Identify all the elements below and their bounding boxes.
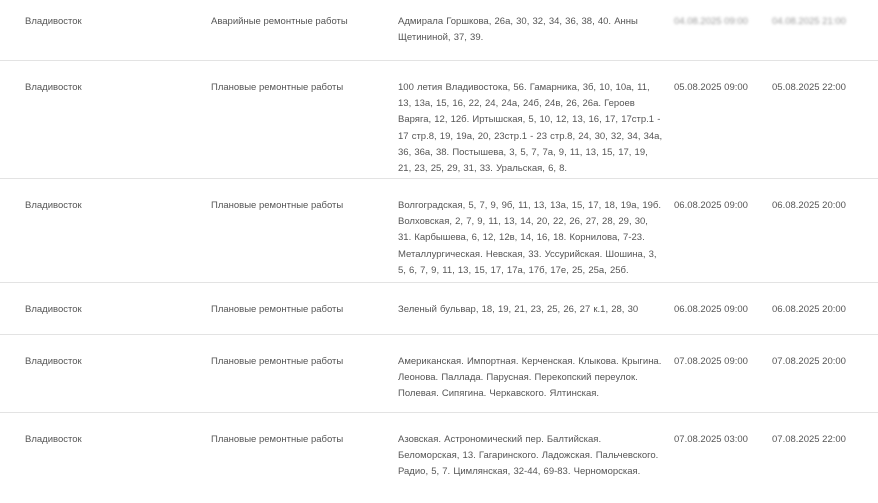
work-type-cell: Плановые ремонтные работы [211, 200, 344, 211]
table-row [0, 283, 878, 335]
work-type-cell: Аварийные ремонтные работы [211, 16, 348, 27]
work-type-cell: Плановые ремонтные работы [211, 356, 344, 367]
start-time-cell: 06.08.2025 09:00 [674, 304, 748, 315]
end-time-cell: 06.08.2025 20:00 [772, 304, 846, 315]
city-cell: Владивосток [25, 200, 82, 211]
addresses-cell: Адмирала Горшкова, 26а, 30, 32, 34, 36, 38, 40. Анны Щетининой, 37, 39. [398, 16, 638, 44]
end-time-cell: 07.08.2025 22:00 [772, 434, 846, 445]
addresses-cell: Азовская. Астрономический пер. Балтийская. Беломорская, 13. Гагаринского. Ладожская. Пальчевского. Радио, 5, 7. Цимлянская, 32-44, 69-83. Черноморская. [398, 434, 659, 478]
start-time-cell: 07.08.2025 09:00 [674, 356, 748, 367]
city-cell: Владивосток [25, 82, 82, 93]
table-row [0, 335, 878, 413]
work-type-cell: Плановые ремонтные работы [211, 82, 344, 93]
start-time-cell: 04.08.2025 09:00 [674, 16, 748, 27]
start-time-cell: 06.08.2025 09:00 [674, 200, 748, 211]
table-row [0, 179, 878, 283]
city-cell: Владивосток [25, 356, 82, 367]
start-time-cell: 07.08.2025 03:00 [674, 434, 748, 445]
end-time-cell: 04.08.2025 21:00 [772, 16, 846, 27]
city-cell: Владивосток [25, 16, 82, 27]
table-row [0, 0, 878, 61]
table-row [0, 413, 878, 503]
table-row [0, 61, 878, 179]
city-cell: Владивосток [25, 434, 82, 445]
end-time-cell: 07.08.2025 20:00 [772, 356, 846, 367]
end-time-cell: 05.08.2025 22:00 [772, 82, 846, 93]
start-time-cell: 05.08.2025 09:00 [674, 82, 748, 93]
addresses-cell: Американская. Импортная. Керченская. Клыкова. Крыгина. Леонова. Паллада. Парусная. Перекопский переулок. Полевая. Сипягина. Черкавского. Ялтинская. [398, 356, 662, 400]
work-type-cell: Плановые ремонтные работы [211, 304, 344, 315]
addresses-cell: Зеленый бульвар, 18, 19, 21, 23, 25, 26, 27 к.1, 28, 30 [398, 304, 639, 315]
addresses-cell: 100 летия Владивостока, 56. Гамарника, 3б, 10, 10а, 11, 13, 13а, 15, 16, 22, 24, 24а, 24б, 24в, 26, 26а. Героев Варяга, 12, 12б. Иртышская, 5, 10, 12, 13, 16, 17, 17стр.1 - 17 стр.8, 19, 19а, 20, 23стр.1 - 23 стр.8, 24, 30, 32, 34, 34а, 36, 36а, 38. Постышева, 3, 5, 7, 7а, 9, 11, 13, 15, 17, 19, 21, 23, 25, 29, 31, 33. Уральская, 6, 8. [398, 82, 663, 175]
city-cell: Владивосток [25, 304, 82, 315]
addresses-cell: Волгоградская, 5, 7, 9, 9б, 11, 13, 13а, 15, 17, 18, 19а, 19б. Волховская, 2, 7, 9, 11, 13, 14, 20, 22, 26, 27, 28, 29, 30, 31. Карбышева, 6, 12, 12в, 14, 16, 18. Корнилова, 7-23. Металлургическая. Невская, 33. Уссурийская. Шошина, 3, 5, 6, 7, 9, 11, 13, 15, 17, 17а, 17б, 17е, 25, 25а, 25б. [398, 200, 662, 276]
end-time-cell: 06.08.2025 20:00 [772, 200, 846, 211]
work-type-cell: Плановые ремонтные работы [211, 434, 344, 445]
